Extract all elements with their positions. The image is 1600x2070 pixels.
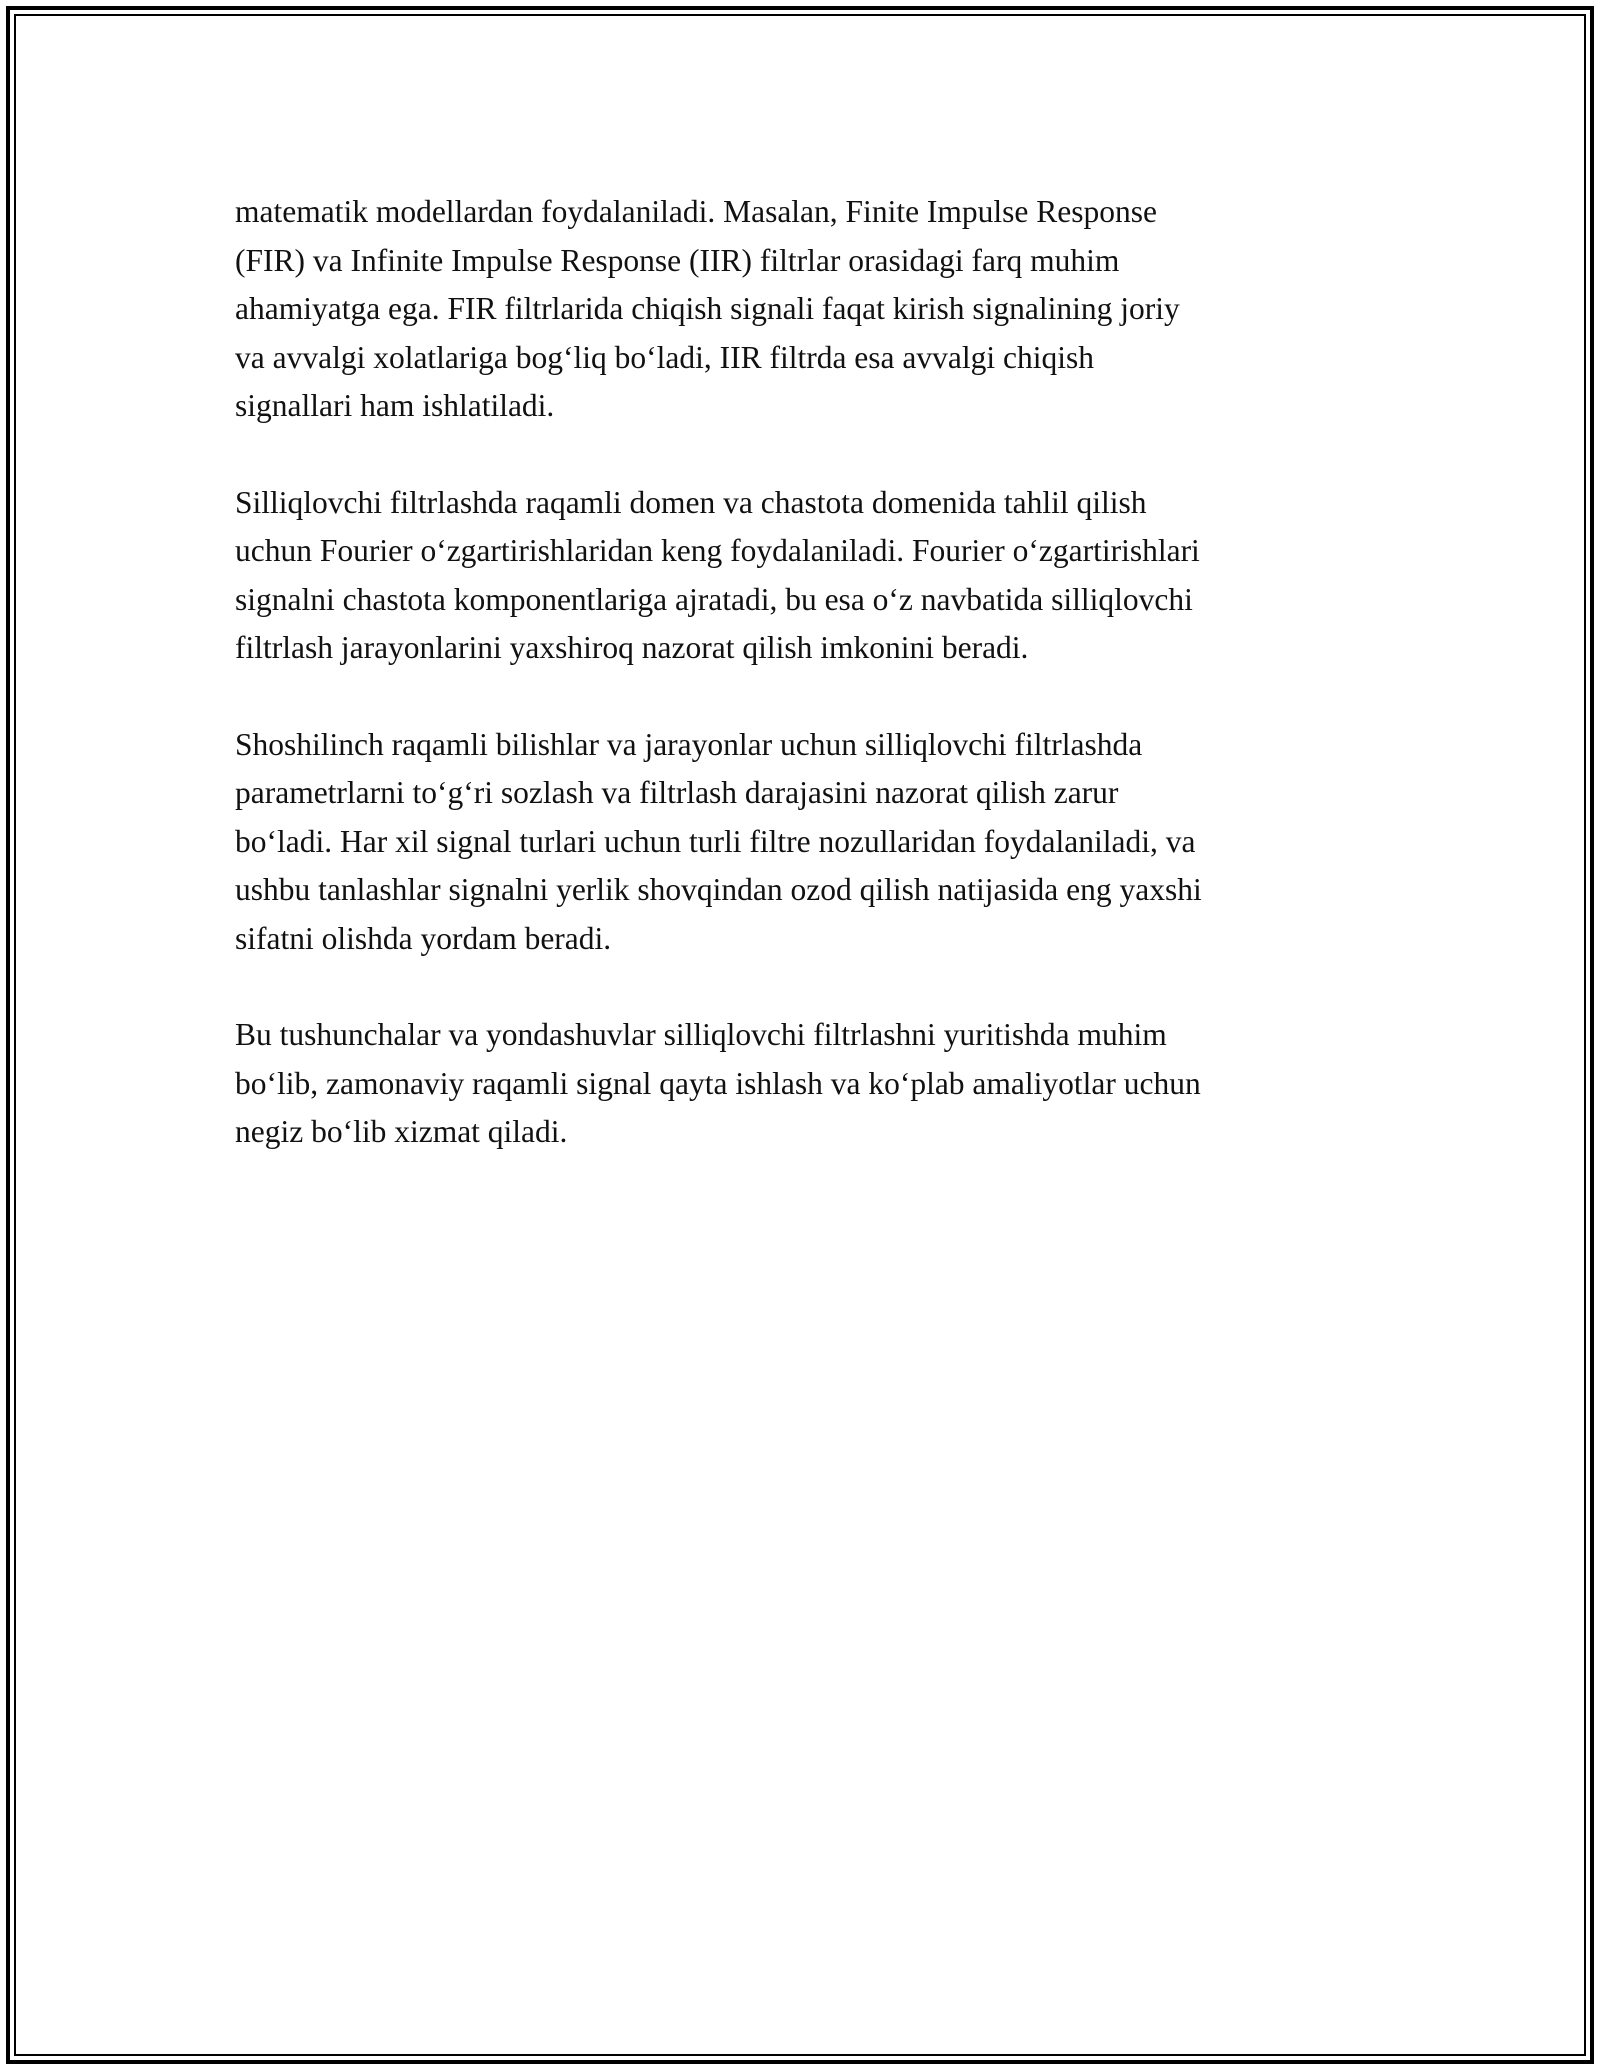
document-body xyxy=(235,188,1365,1205)
text-line: Bu tushunchalar va yondashuvlar silliqlovchi filtrlashni yuritishda muhim xyxy=(235,1017,1167,1052)
text-line: bo‘ladi. Har xil signal turlari uchun turli filtre nozullaridan foydalaniladi, va xyxy=(235,823,1196,859)
text-line: (FIR) va Infinite Impulse Response (IIR) filtrlar orasidagi farq muhim xyxy=(235,242,1120,278)
text-line: filtrlash jarayonlarini yaxshiroq nazorat qilish imkonini beradi. xyxy=(235,630,1029,665)
text-line: sifatni olishda yordam beradi. xyxy=(235,920,612,956)
text-line: Shoshilinch raqamli bilishlar va jarayonlar uchun silliqlovchi filtrlashda xyxy=(235,726,1143,762)
paragraph-2 xyxy=(235,479,1365,673)
text-line: signalni chastota komponentlariga ajratadi, bu esa o‘z navbatida silliqlovchi xyxy=(235,581,1193,617)
text-line: parametrlarni to‘g‘ri sozlash va filtrlash darajasini nazorat qilish zarur xyxy=(235,775,1119,810)
text-line: Silliqlovchi filtrlashda raqamli domen va chastota domenida tahlil qilish xyxy=(235,484,1147,520)
paragraph-3 xyxy=(235,721,1365,964)
text-line: ushbu tanlashlar signalni yerlik shovqindan ozod qilish natijasida eng yaxshi xyxy=(235,872,1202,907)
text-line: signallari ham ishlatiladi. xyxy=(235,388,555,423)
text-line: negiz bo‘lib xizmat qiladi. xyxy=(235,1114,568,1149)
text-line: uchun Fourier o‘zgartirishlaridan keng foydalaniladi. Fourier o‘zgartirishlari xyxy=(235,533,1200,568)
paragraph-1 xyxy=(235,188,1365,431)
text-line: ahamiyatga ega. FIR filtrlarida chiqish signali faqat kirish signalining joriy xyxy=(235,291,1180,326)
text-line: matematik modellardan foydalaniladi. Masalan, Finite Impulse Response xyxy=(235,194,1158,229)
paragraph-4 xyxy=(235,1011,1365,1157)
text-line: va avvalgi xolatlariga bog‘liq bo‘ladi, IIR filtrda esa avvalgi chiqish xyxy=(235,339,1094,375)
text-line: bo‘lib, zamonaviy raqamli signal qayta ishlash va ko‘plab amaliyotlar uchun xyxy=(235,1065,1201,1101)
